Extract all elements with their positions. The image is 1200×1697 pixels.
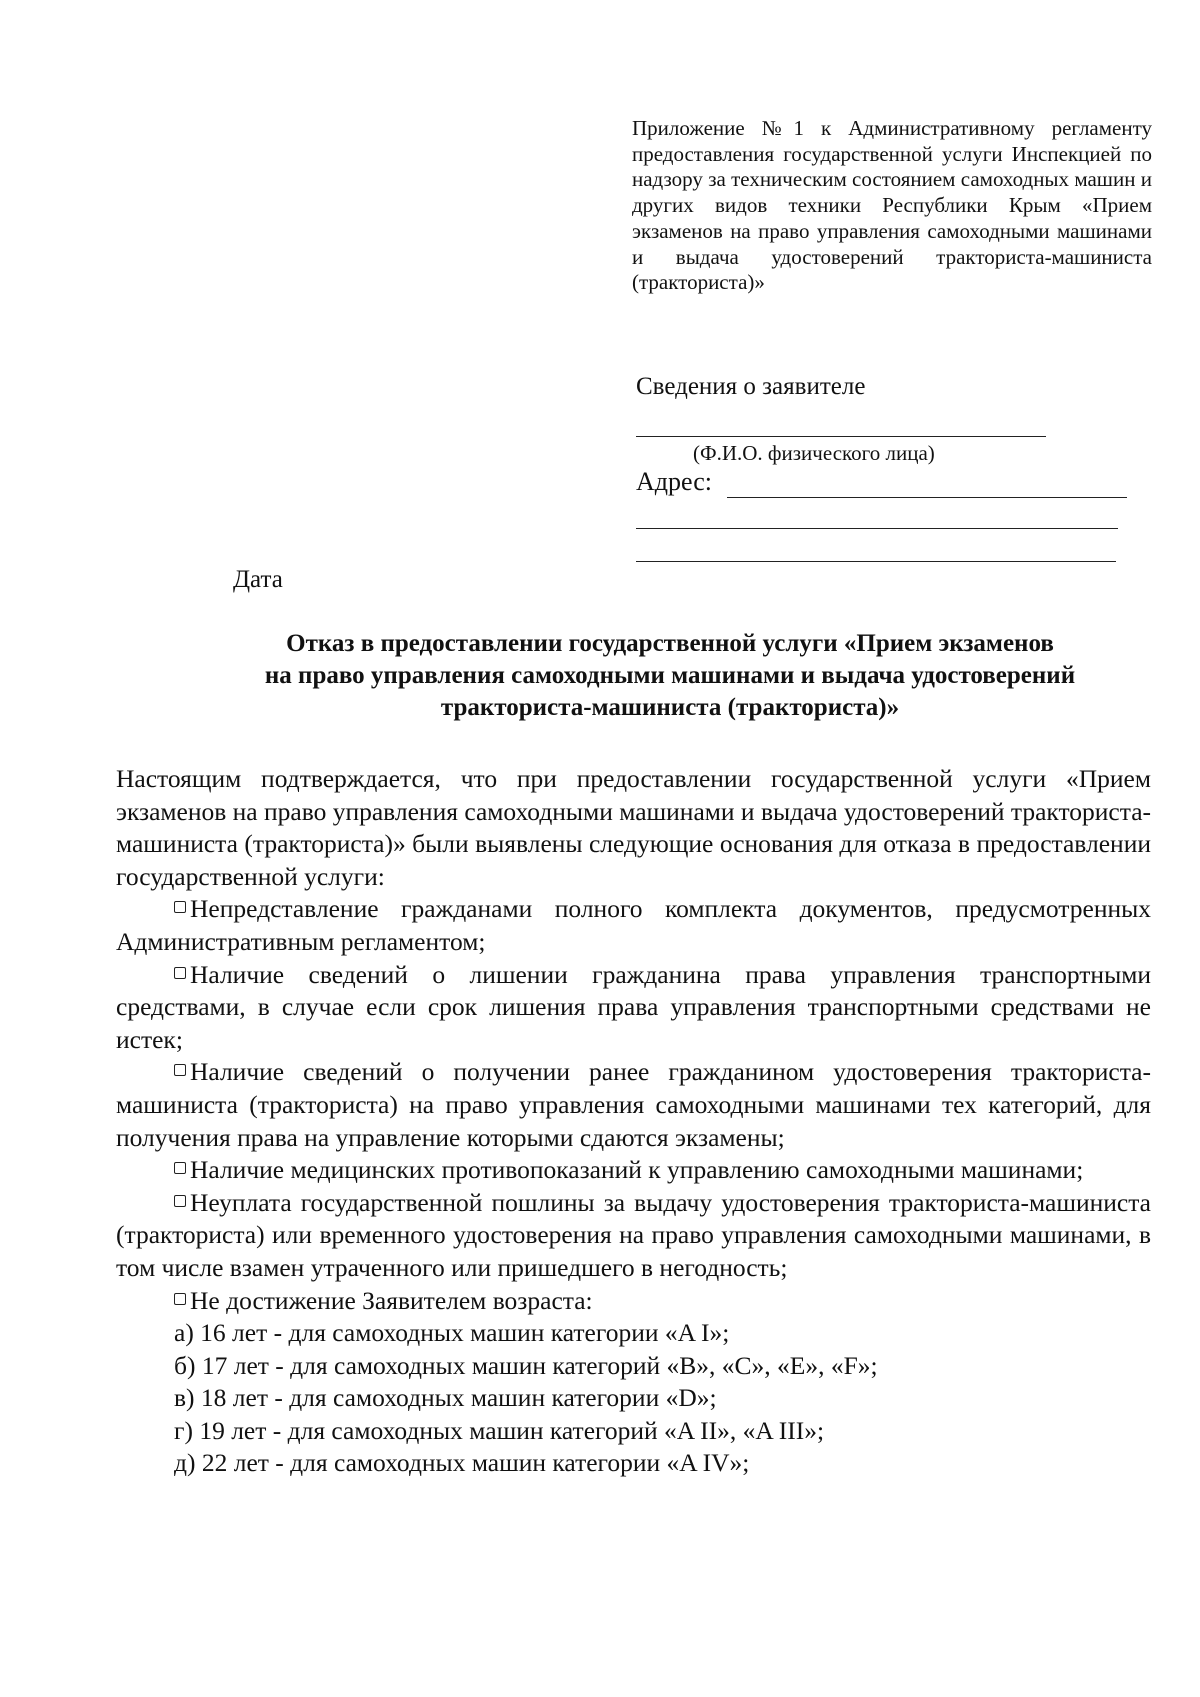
ground-item [116, 1187, 1151, 1285]
ground-text: Наличие сведений о лишении гражданина права управления транспортными средствами, в случае если срок лишения права управления транспортными средствами не истек; [116, 959, 1151, 1054]
ground-text: Неуплата государственной пошлины за выдачу удостоверения тракториста-машиниста (тракториста) или временного удостоверения на право управления самоходными машинами, в том числе взамен утраченного или пришедшего в негодность; [116, 1187, 1151, 1282]
bullet-icon [174, 1064, 186, 1076]
appendix-note: Приложение №1 к Административному регламенту предоставления государственной услуги Инспекцией по надзору за техническим состоянием самоходных машин и других видов техники Республики Крым «Прием экзаменов на право управления самоходными машинами и выдача удостоверений тракториста-машиниста (тракториста)» [632, 116, 1152, 295]
age-item: а) 16 лет - для самоходных машин категории «A I»; [174, 1318, 730, 1348]
ground-text: Непредставление гражданами полного комплекта документов, предусмотренных Административным регламентом; [116, 894, 1151, 956]
age-item: г) 19 лет - для самоходных машин категорий «A II», «A III»; [174, 1415, 825, 1445]
address-line-1[interactable] [727, 497, 1127, 498]
title-line-2: на право управления самоходными машинами и выдача удостоверений [264, 662, 1076, 689]
ground-item [116, 893, 1151, 958]
ground-item [116, 1285, 1151, 1318]
address-line-2[interactable] [636, 528, 1118, 529]
age-item: в) 18 лет - для самоходных машин категории «D»; [174, 1383, 717, 1413]
ground-item [116, 1056, 1151, 1154]
age-item: б) 17 лет - для самоходных машин категорий «B», «C», «E», «F»; [174, 1350, 878, 1380]
bullet-icon [174, 1195, 186, 1207]
bullet-icon [174, 901, 186, 913]
ground-text: Не достижение Заявителем возраста: [190, 1285, 593, 1315]
applicant-heading: Сведения о заявителе [636, 373, 866, 400]
ground-text: Наличие сведений о получении ранее гражданином удостоверения тракториста-машиниста (тракториста) на право управления самоходными машинами тех категорий, для получения права на управление которыми сдаются экзамены; [116, 1057, 1151, 1152]
date-label: Дата [233, 566, 283, 593]
title-line-3: тракториста-машиниста (тракториста)» [440, 694, 900, 721]
document-body [116, 763, 1151, 1480]
title-line-1: Отказ в предоставлении государственной услуги «Прием экзаменов [286, 630, 1054, 657]
ground-item [116, 1154, 1151, 1187]
intro-paragraph: Настоящим подтверждается, что при предоставлении государственной услуги «Прием экзаменов на право управления самоходными машинами и выдача удостоверений тракториста-машиниста (тракториста)» были выявлены следующие основания для отказа в предоставлении государственной услуги: [116, 764, 1151, 891]
address-label: Адрес: [636, 467, 712, 496]
document-title [120, 628, 1200, 724]
bullet-icon [174, 967, 186, 979]
bullet-icon [174, 1293, 186, 1305]
fio-line[interactable] [636, 436, 1046, 437]
fio-caption: (Ф.И.О. физического лица) [693, 441, 935, 465]
ground-item [116, 959, 1151, 1057]
ground-text: Наличие медицинских противопоказаний к управлению самоходными машинами; [190, 1155, 1084, 1185]
age-item: д) 22 лет - для самоходных машин категории «A IV»; [174, 1448, 750, 1478]
address-line-3[interactable] [636, 561, 1116, 562]
bullet-icon [174, 1162, 186, 1174]
